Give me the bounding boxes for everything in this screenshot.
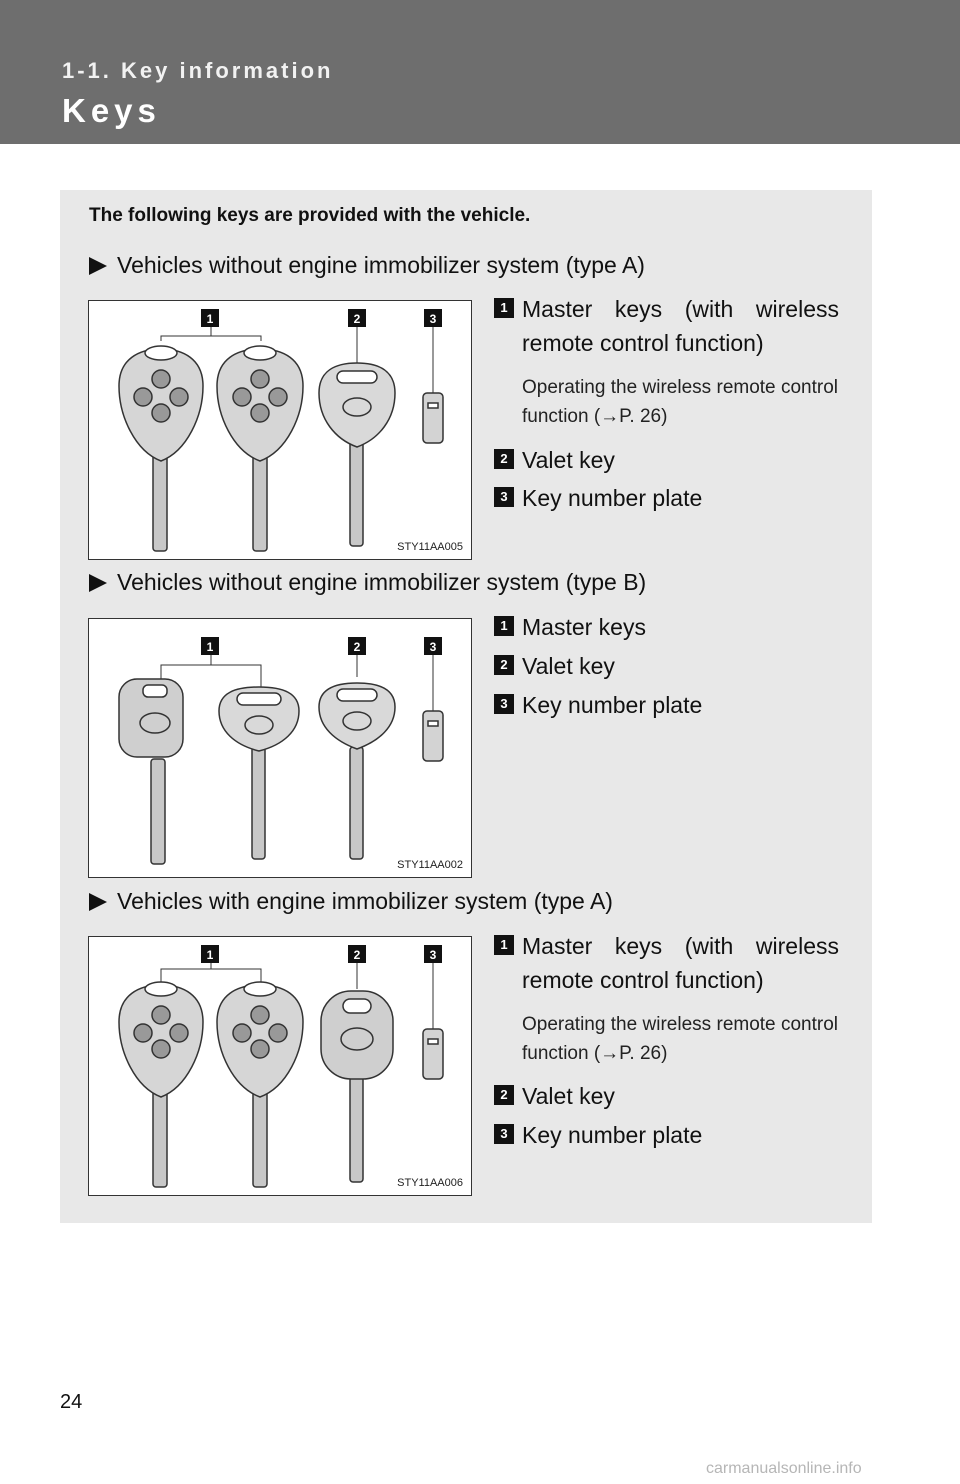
key-illustration [89,301,471,559]
svg-text:2: 2 [353,640,361,654]
master-key-2-icon [219,687,299,859]
item-number-badge: 2 [494,1085,514,1105]
svg-text:2: 2 [353,948,361,962]
item-number-badge: 3 [494,694,514,714]
key-number-plate-icon [423,393,443,443]
key-illustration [89,619,471,877]
page-header [0,0,960,144]
list-item: 1 Master keys [494,610,839,644]
key-illustration-figure [88,618,472,878]
page-number: 24 [60,1391,83,1413]
item-note: Operating the wireless remote control function (→P. 26) [522,377,838,427]
callout-badges [201,309,442,327]
valet-key-icon [321,991,393,1182]
svg-text:1: 1 [206,948,214,962]
key-illustration-figure [88,936,472,1196]
arrow-icon: → [600,1043,620,1064]
item-number-badge: 1 [494,298,514,318]
item-number-badge: 2 [494,449,514,469]
page-title: Keys [62,92,161,129]
svg-text:3: 3 [429,948,437,962]
list-item: 2 Valet key [494,443,839,477]
item-number-badge: 1 [494,935,514,955]
list-item: 1 Master keys (with wireless remote control function) [494,292,839,360]
section-heading: 1-1. Key information [62,58,334,83]
valet-key-icon [319,683,395,859]
master-key-1-icon [119,679,183,864]
callout-badges [201,637,442,655]
item-number-badge: 3 [494,1124,514,1144]
remote-master-key-2-icon [217,346,303,551]
list-item: 3 Key number plate [494,1118,839,1152]
key-number-plate-icon [423,1029,443,1079]
item-number-badge: 3 [494,487,514,507]
intro-text: The following keys are provided with the vehicle. [89,205,531,226]
remote-master-key-1-icon [119,982,203,1187]
variant-heading: Vehicles without engine immobilizer system (type A) [89,252,645,279]
item-number-badge: 1 [494,616,514,636]
figure-code: STY11AA005 [397,541,463,553]
variant-heading: Vehicles with engine immobilizer system (type A) [89,888,613,915]
list-item: 1 Master keys (with wireless remote control function) [494,929,839,997]
item-number-badge: 2 [494,655,514,675]
item-note: Operating the wireless remote control function (→P. 26) [522,1014,838,1064]
arrow-icon: → [600,406,620,427]
variant-heading: Vehicles without engine immobilizer system (type B) [89,569,646,596]
list-item: 2 Valet key [494,1079,839,1113]
figure-code: STY11AA006 [397,1177,463,1189]
triangle-bullet-icon [89,574,107,592]
svg-text:3: 3 [429,640,437,654]
key-number-plate-icon [423,711,443,761]
triangle-bullet-icon [89,257,107,275]
svg-text:2: 2 [353,312,361,326]
svg-text:3: 3 [429,312,437,326]
callout-badges [201,945,442,963]
valet-key-icon [319,363,395,546]
key-illustration-figure [88,300,472,560]
svg-text:1: 1 [206,312,214,326]
list-item: 3 Key number plate [494,481,839,515]
figure-code: STY11AA002 [397,859,463,871]
key-illustration [89,937,471,1195]
watermark: carmanualsonline.info [706,1460,862,1477]
remote-master-key-2-icon [217,982,303,1187]
list-item: 3 Key number plate [494,688,839,722]
remote-master-key-1-icon [119,346,203,551]
list-item: 2 Valet key [494,649,839,683]
svg-text:1: 1 [206,640,214,654]
triangle-bullet-icon [89,893,107,911]
